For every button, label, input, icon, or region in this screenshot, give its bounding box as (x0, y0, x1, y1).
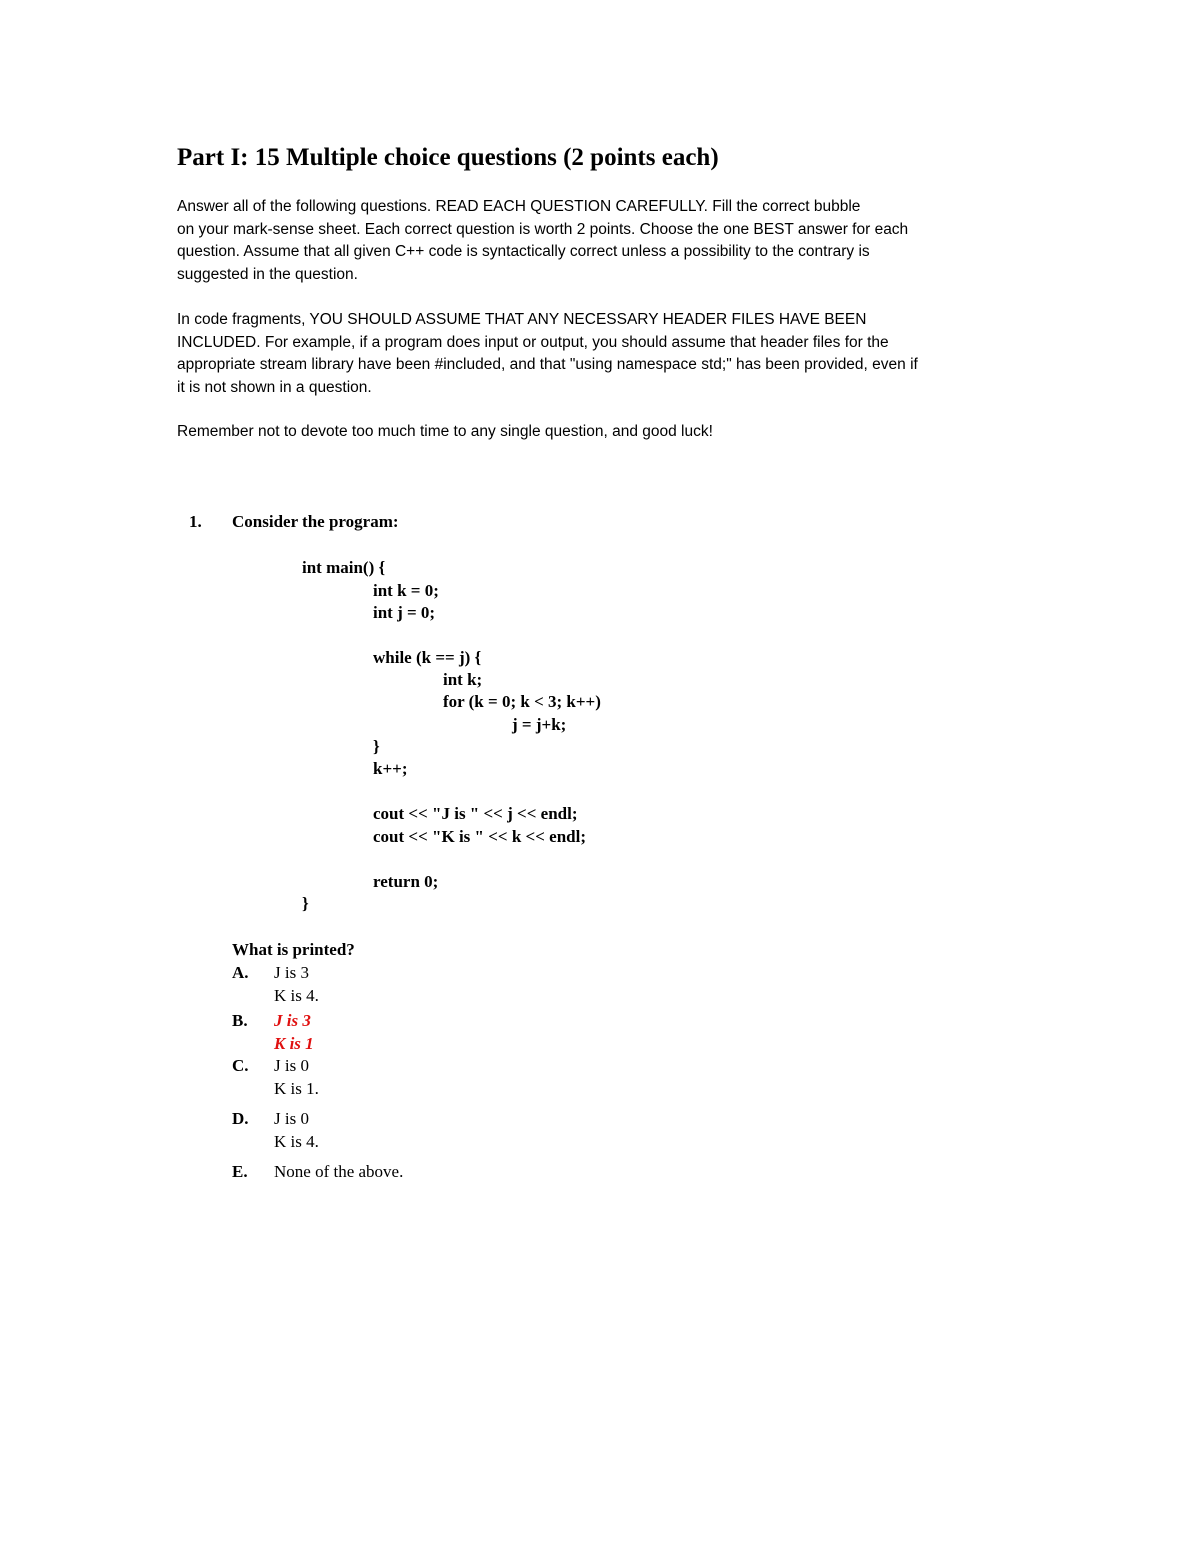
option-c (274, 1055, 319, 1100)
instructions-paragraph-1 (177, 196, 1037, 286)
option-line: K is 4. (274, 1131, 319, 1151)
code-line: int k = 0; (373, 581, 439, 600)
question-text: Consider the program: (232, 512, 399, 531)
instruction-line: appropriate stream library have been #included, and that "using namespace std;" has been provided, even if (177, 356, 918, 374)
code-line: cout << "K is " << k << endl; (373, 827, 587, 846)
code-line: for (k = 0; k < 3; k++) (443, 692, 601, 711)
option-b-letter: B. (232, 1011, 248, 1030)
code-line: k++; (373, 759, 408, 778)
code-line: int main() { (302, 558, 386, 577)
code-line: cout << "J is " << j << endl; (373, 804, 578, 823)
option-d (274, 1108, 319, 1153)
option-line: J is 3 (274, 963, 309, 982)
question-number: 1. (189, 512, 202, 531)
code-line: } (302, 894, 309, 913)
code-line: } (373, 737, 380, 756)
option-line: K is 1. (274, 1078, 319, 1098)
instruction-line: on your mark-sense sheet. Each correct question is worth 2 points. Choose the one BEST answer for each (177, 220, 909, 238)
question-prompt: What is printed? (232, 940, 355, 959)
option-e (274, 1161, 403, 1184)
option-line: J is 0 (274, 1109, 309, 1128)
code-line: int j = 0; (373, 603, 436, 622)
instruction-line: suggested in the question. (177, 265, 358, 283)
option-line: J is 3 (274, 1011, 311, 1030)
instruction-line: Remember not to devote too much time to any single question, and good luck! (177, 423, 713, 440)
code-line: return 0; (373, 872, 439, 891)
option-line: J is 0 (274, 1056, 309, 1075)
instruction-line: question. Assume that all given C++ code is syntactically correct unless a possibility to the contrary is (177, 243, 870, 261)
option-e-letter: E. (232, 1162, 248, 1181)
option-a-letter: A. (232, 963, 249, 982)
instruction-line: In code fragments, YOU SHOULD ASSUME THAT ANY NECESSARY HEADER FILES HAVE BEEN (177, 311, 867, 328)
instructions-paragraph-3 (177, 421, 1037, 444)
option-line: K is 4. (274, 985, 319, 1005)
code-line: j = j+k; (512, 715, 567, 734)
instructions-paragraph-2 (177, 309, 1037, 399)
option-line: None of the above. (274, 1162, 404, 1181)
option-c-letter: C. (232, 1056, 249, 1075)
instruction-line: it is not shown in a question. (177, 378, 372, 396)
option-b-correct (274, 1010, 314, 1055)
option-line: K is 1 (274, 1033, 314, 1053)
instruction-line: Answer all of the following questions. READ EACH QUESTION CAREFULLY. Fill the correct bubble (177, 198, 861, 215)
code-line: while (k == j) { (373, 648, 482, 667)
part-heading: Part I: 15 Multiple choice questions (2 points each) (177, 144, 719, 171)
code-line: int k; (443, 670, 483, 689)
option-a (274, 962, 319, 1007)
option-d-letter: D. (232, 1109, 249, 1128)
instruction-line: INCLUDED. For example, if a program does input or output, you should assume that header files for the (177, 333, 889, 351)
